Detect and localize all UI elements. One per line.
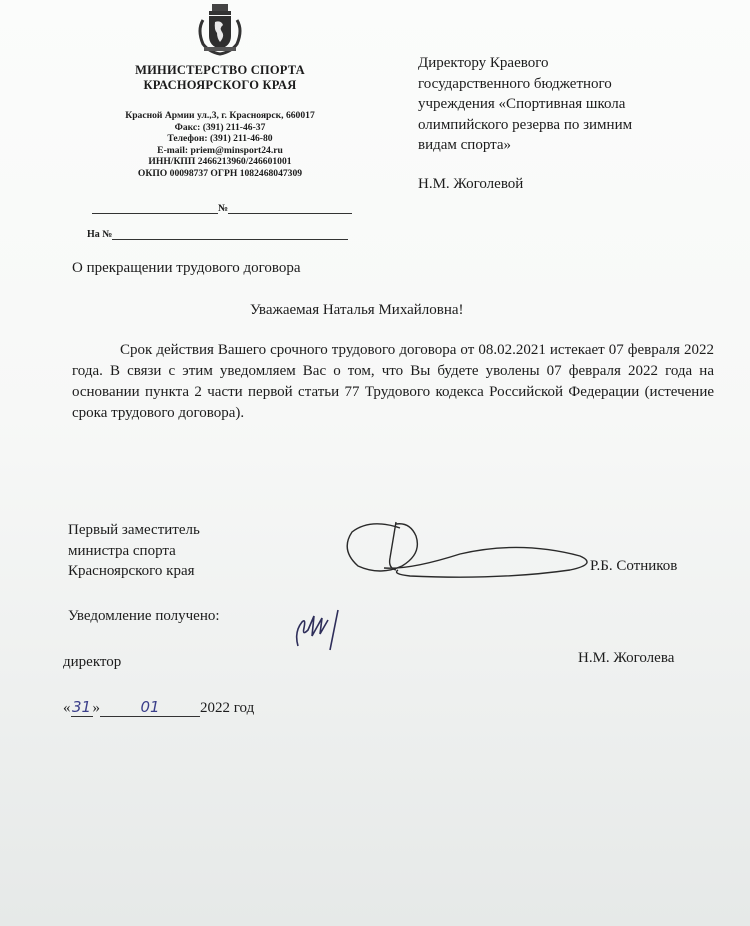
addressee-line: государственного бюджетного bbox=[418, 75, 612, 92]
signer-title bbox=[68, 520, 200, 582]
okpo-ogrn: ОКПО 00098737 ОГРН 1082468047309 bbox=[137, 167, 303, 179]
ministry-contacts bbox=[95, 110, 345, 180]
number-blank bbox=[228, 203, 352, 214]
reply-to-label: На № bbox=[87, 229, 113, 240]
reply-to-field bbox=[87, 229, 348, 240]
recipient-signature bbox=[290, 606, 350, 654]
addressee-line: Директору Краевого bbox=[418, 55, 549, 71]
addressee-line: учреждения «Спортивная школа bbox=[418, 96, 626, 112]
addressee-block bbox=[418, 53, 718, 156]
signer-title-line: Красноярского края bbox=[68, 563, 195, 579]
address: Красной Армии ул.,3, г. Красноярск, 660017 bbox=[125, 110, 315, 121]
ministry-line-2: КРАСНОЯРСКОГО КРАЯ bbox=[143, 78, 297, 92]
date-open-quote: « bbox=[63, 700, 71, 716]
addressee-name: Н.М. Жоголевой bbox=[418, 176, 524, 192]
date-close-quote: » bbox=[92, 700, 100, 716]
fax: Факс: (391) 211-46-37 bbox=[174, 121, 266, 133]
coat-of-arms-emblem bbox=[195, 2, 245, 56]
date-year: 2022 год bbox=[200, 700, 255, 716]
signer-title-line: Первый заместитель bbox=[68, 522, 200, 538]
letter-body: Срок действия Вашего срочного трудового договора от 08.02.2021 истекает 07 февраля 2022 года. В связи с этим уведомляем Вас о том, что Вы будете уволены 07 февраля 2022 года на основании пункта 2 части первой статьи 77 Трудового кодекса Российской Федерации (истечение срока трудового договора). bbox=[72, 342, 714, 421]
acknowledgement-date bbox=[63, 698, 254, 717]
reply-to-blank bbox=[112, 229, 348, 240]
recipient-position: директор bbox=[63, 654, 122, 670]
ministry-name bbox=[95, 63, 345, 93]
signer-name: Р.Б. Сотников bbox=[590, 558, 678, 574]
ministry-line-1: МИНИСТЕРСТВО СПОРТА bbox=[135, 63, 305, 77]
letter-subject: О прекращении трудового договора bbox=[72, 260, 301, 276]
salutation: Уважаемая Наталья Михайловна! bbox=[250, 302, 464, 318]
acknowledgement-label: Уведомление получено: bbox=[68, 608, 220, 624]
date-month: 01 bbox=[100, 698, 200, 717]
date-day: 31 bbox=[71, 698, 92, 716]
outgoing-number-field bbox=[92, 203, 352, 214]
email: E-mail: priem@minsport24.ru bbox=[157, 144, 283, 156]
addressee-line: видам спорта» bbox=[418, 137, 512, 153]
date-blank bbox=[92, 203, 218, 214]
phone: Телефон: (391) 211-46-80 bbox=[167, 133, 273, 145]
signer-title-line: министра спорта bbox=[68, 542, 176, 559]
number-label: № bbox=[218, 203, 229, 214]
inn-kpp: ИНН/КПП 2466213960/246601001 bbox=[148, 156, 292, 168]
signer-signature bbox=[340, 510, 610, 590]
addressee-line: олимпийского резерва по зимним bbox=[418, 116, 633, 133]
recipient-name: Н.М. Жоголева bbox=[578, 650, 675, 666]
